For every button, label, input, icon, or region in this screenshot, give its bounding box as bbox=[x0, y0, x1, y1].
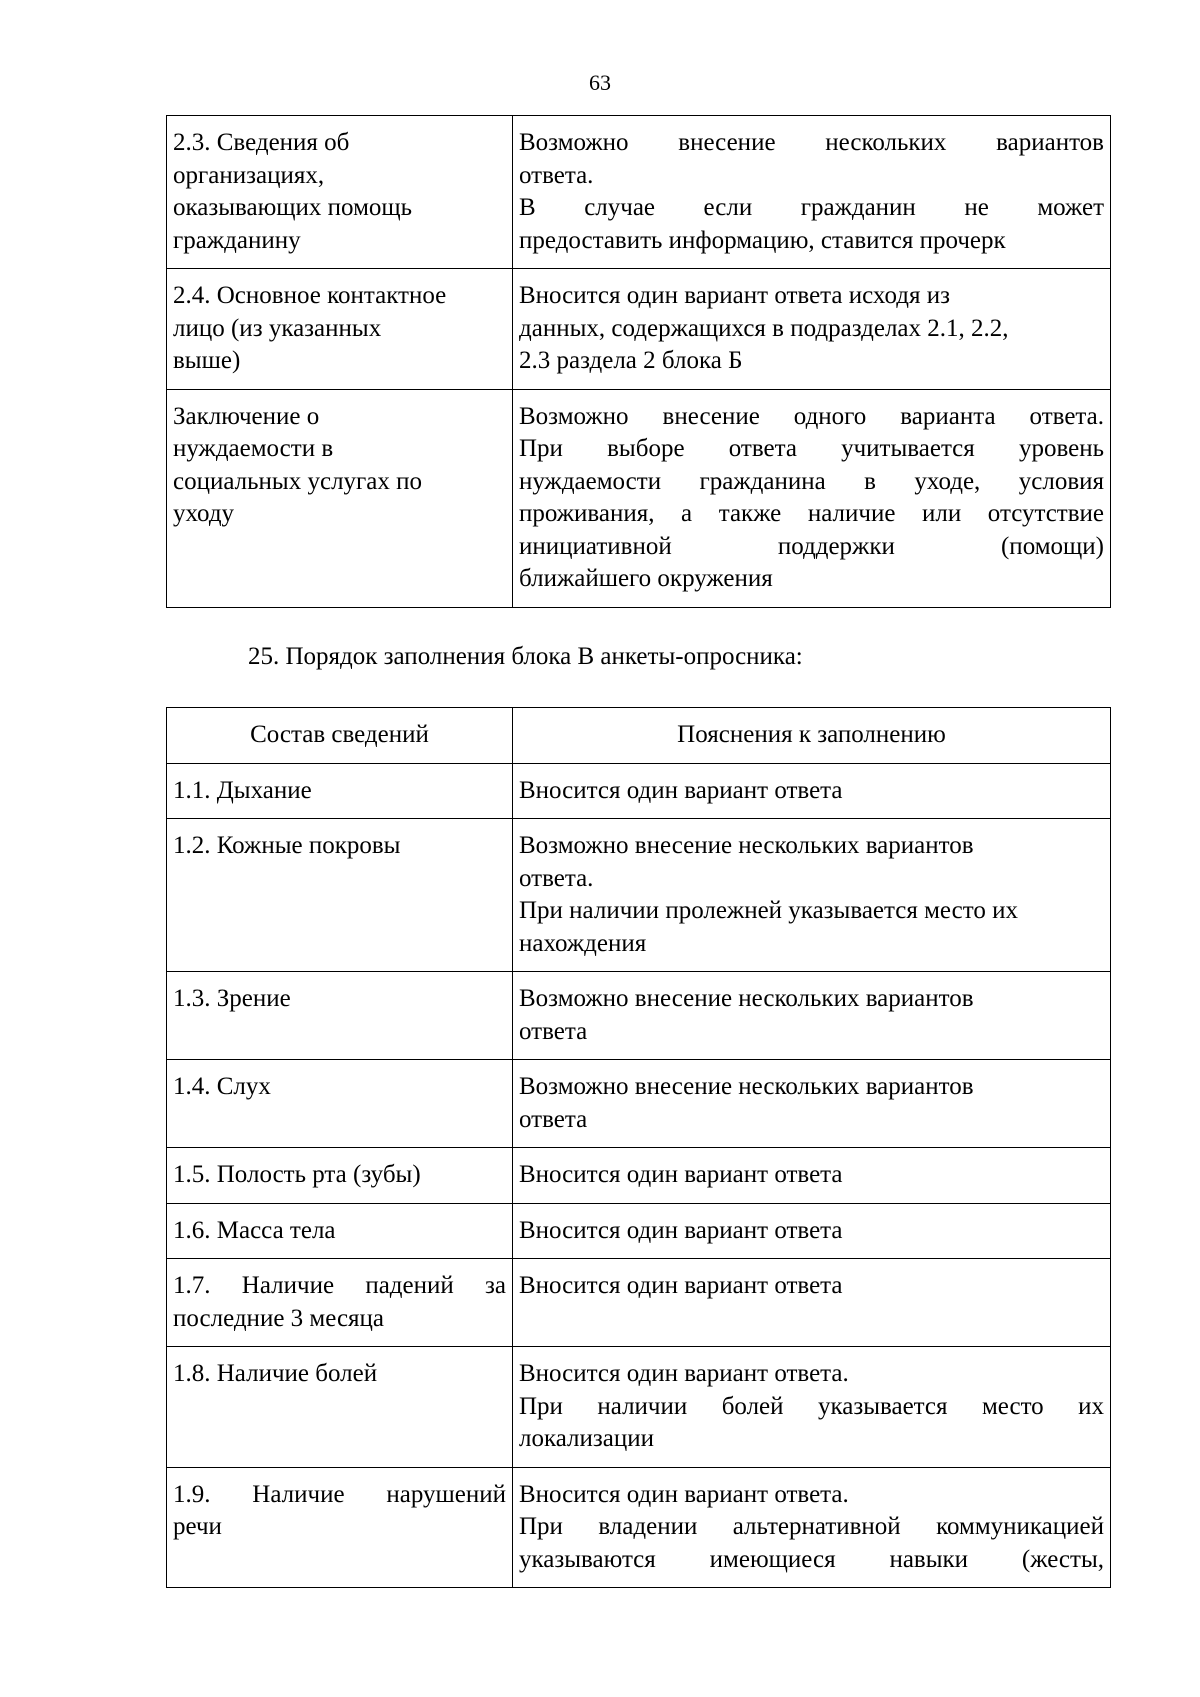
cell-line: социальных услугах по bbox=[173, 467, 423, 495]
cell-line: данных, содержащихся в подразделах 2.1, 2.2, bbox=[519, 314, 1009, 342]
table-header-row bbox=[167, 708, 1111, 764]
table-row bbox=[167, 389, 1111, 607]
table-row bbox=[167, 1148, 1111, 1204]
cell-line: Заключение о bbox=[173, 402, 320, 430]
cell-line: ответа bbox=[519, 1105, 588, 1133]
table-row bbox=[167, 269, 1111, 390]
cell-line: последние 3 месяца bbox=[173, 1304, 385, 1332]
table-cell-composition bbox=[167, 269, 513, 390]
table-cell-composition bbox=[167, 1347, 513, 1468]
table-cell-explanation bbox=[513, 819, 1111, 972]
cell-line: нахождения bbox=[519, 929, 647, 957]
cell-line: При наличии пролежней указывается место их bbox=[519, 897, 1018, 924]
cell-line: лицо (из указанных bbox=[173, 314, 382, 342]
cell-line: Возможно внесение нескольких вариантов bbox=[519, 1073, 974, 1100]
table-cell-explanation bbox=[513, 389, 1111, 607]
table-cell-explanation bbox=[513, 1347, 1111, 1468]
table-cell-composition bbox=[167, 1203, 513, 1259]
table-block-b-continuation bbox=[166, 115, 1111, 608]
table-row bbox=[167, 819, 1111, 972]
table-cell-composition bbox=[167, 116, 513, 269]
cell-line: организациях, bbox=[173, 161, 325, 189]
cell-line: 2.3. Сведения об bbox=[173, 129, 350, 156]
cell-line: выше) bbox=[173, 347, 241, 374]
column-header-composition: Состав сведений bbox=[167, 708, 513, 764]
table-cell-composition bbox=[167, 1148, 513, 1204]
table-cell-composition bbox=[167, 389, 513, 607]
cell-line: 1.3. Зрение bbox=[173, 985, 291, 1012]
cell-line: Вносится один вариант ответа исходя из bbox=[519, 282, 950, 309]
cell-line: уходу bbox=[173, 500, 235, 527]
cell-line: Возможно внесение одного варианта ответа. bbox=[519, 402, 1104, 430]
table-row bbox=[167, 1347, 1111, 1468]
cell-line: 1.7. Наличие падений за bbox=[173, 1272, 506, 1299]
cell-line: нуждаемости гражданина в уходе, условия bbox=[519, 467, 1104, 495]
cell-line: предоставить информацию, ставится прочерк bbox=[519, 226, 1006, 254]
cell-line: ответа. bbox=[519, 161, 594, 189]
table-cell-explanation bbox=[513, 763, 1111, 819]
cell-line: Вносится один вариант ответа. bbox=[519, 1480, 849, 1508]
cell-line: При наличии болей указывается место их bbox=[519, 1392, 1104, 1420]
table-cell-explanation bbox=[513, 1148, 1111, 1204]
table-cell-explanation bbox=[513, 1467, 1111, 1588]
table-row bbox=[167, 1060, 1111, 1148]
cell-line: 1.8. Наличие болей bbox=[173, 1360, 378, 1387]
cell-line: нуждаемости в bbox=[173, 435, 334, 462]
cell-line: Вносится один вариант ответа bbox=[519, 1161, 843, 1188]
cell-line: 2.4. Основное контактное bbox=[173, 282, 447, 309]
cell-line: 2.3 раздела 2 блока Б bbox=[519, 347, 743, 374]
cell-line: ответа. bbox=[519, 864, 594, 892]
cell-line: 1.2. Кожные покровы bbox=[173, 832, 401, 859]
table-cell-explanation bbox=[513, 1060, 1111, 1148]
table-cell-explanation bbox=[513, 269, 1111, 390]
cell-line: 1.9. Наличие нарушений bbox=[173, 1480, 506, 1508]
cell-line: гражданину bbox=[173, 226, 301, 254]
cell-line: 1.4. Слух bbox=[173, 1073, 271, 1100]
table-cell-composition bbox=[167, 819, 513, 972]
cell-line: Вносится один вариант ответа bbox=[519, 1272, 843, 1299]
table-block-v bbox=[166, 707, 1111, 1588]
table-row bbox=[167, 763, 1111, 819]
cell-line: Возможно внесение нескольких вариантов bbox=[519, 832, 974, 859]
cell-line: ближайшего окружения bbox=[519, 565, 773, 592]
cell-line: ответа bbox=[519, 1017, 588, 1045]
cell-line: оказывающих помощь bbox=[173, 194, 413, 221]
table-cell-composition bbox=[167, 972, 513, 1060]
table-cell-composition bbox=[167, 1060, 513, 1148]
column-header-explanation: Пояснения к заполнению bbox=[513, 708, 1111, 764]
table-cell-composition bbox=[167, 1259, 513, 1347]
table-row bbox=[167, 1467, 1111, 1588]
cell-line: локализации bbox=[519, 1425, 655, 1452]
cell-line: речи bbox=[173, 1513, 222, 1540]
cell-line: инициативной поддержки (помощи) bbox=[519, 532, 1104, 560]
cell-line: Вносится один вариант ответа. bbox=[519, 1360, 849, 1387]
table-row bbox=[167, 116, 1111, 269]
cell-line: Возможно внесение нескольких вариантов bbox=[519, 985, 974, 1012]
cell-line: В случае если гражданин не может bbox=[519, 194, 1104, 221]
cell-line: 1.1. Дыхание bbox=[173, 776, 312, 804]
cell-line: Вносится один вариант ответа bbox=[519, 1216, 843, 1244]
cell-line: 1.6. Масса тела bbox=[173, 1216, 336, 1244]
table-row bbox=[167, 972, 1111, 1060]
table-cell-explanation bbox=[513, 1259, 1111, 1347]
table-cell-explanation bbox=[513, 1203, 1111, 1259]
cell-line: При выборе ответа учитывается уровень bbox=[519, 435, 1104, 462]
table-cell-composition bbox=[167, 1467, 513, 1588]
table-cell-explanation bbox=[513, 116, 1111, 269]
table-row bbox=[167, 1259, 1111, 1347]
cell-line: При владении альтернативной коммуникацией bbox=[519, 1513, 1104, 1540]
cell-line: Возможно внесение нескольких вариантов bbox=[519, 129, 1104, 156]
cell-line: Вносится один вариант ответа bbox=[519, 776, 843, 804]
cell-line: указываются имеющиеся навыки (жесты, bbox=[519, 1545, 1104, 1573]
section-heading: 25. Порядок заполнения блока В анкеты-опросника: bbox=[248, 643, 803, 670]
table-cell-explanation bbox=[513, 972, 1111, 1060]
table-cell-composition bbox=[167, 763, 513, 819]
table-row bbox=[167, 1203, 1111, 1259]
page-number: 63 bbox=[589, 70, 611, 95]
cell-line: 1.5. Полость рта (зубы) bbox=[173, 1161, 421, 1188]
cell-line: проживания, а также наличие или отсутствие bbox=[519, 500, 1104, 527]
